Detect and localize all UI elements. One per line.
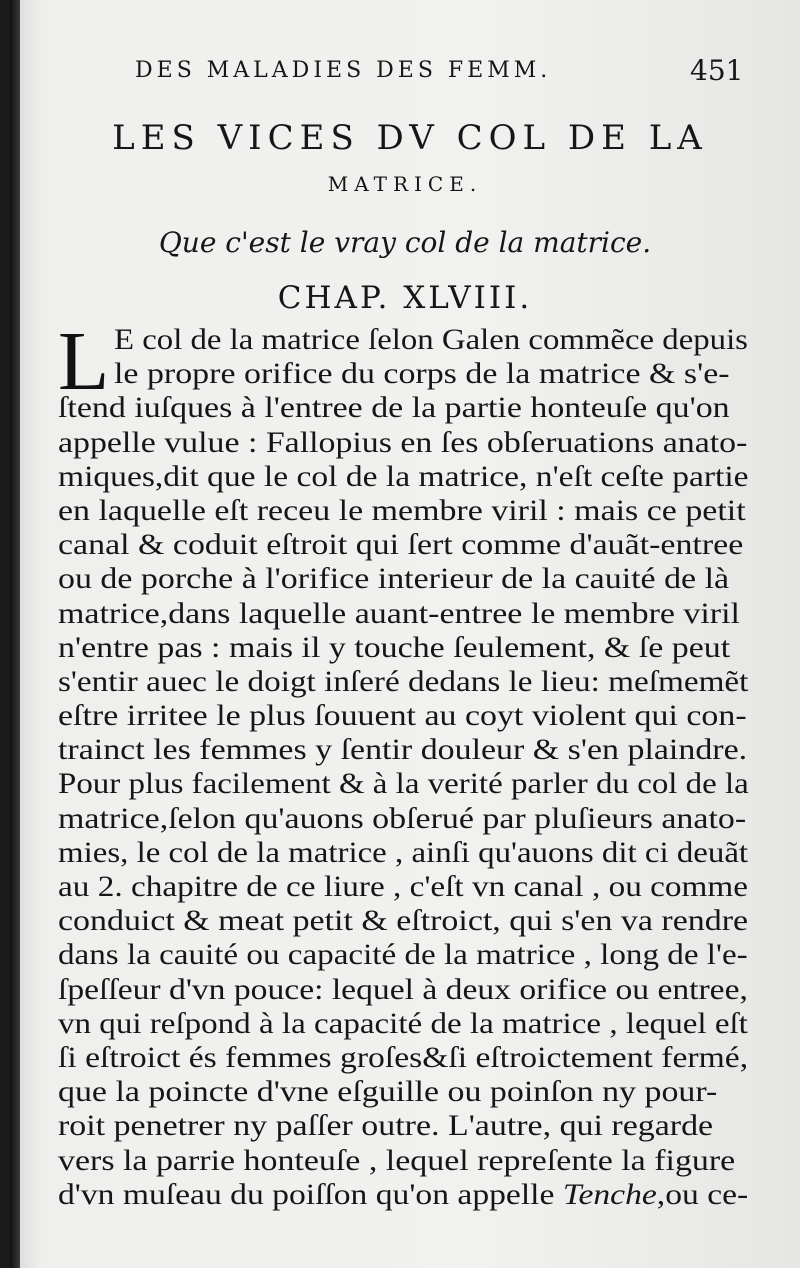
text-line: matrice,ſelon qu'auons obſerué par pluſieurs anato- bbox=[58, 802, 747, 835]
text-line: matrice,dans laquelle auant-entree le membre viril bbox=[58, 597, 740, 630]
text-line: d'vn muſeau du poiſſon qu'on appelle Tenche,ou ce- bbox=[58, 1178, 749, 1211]
chapter-title-line-2: MATRICE. bbox=[327, 172, 483, 196]
page-number: 451 bbox=[690, 54, 744, 87]
text-line: n'entre pas : mais il y touche ſeulement, & ſe peut bbox=[58, 631, 731, 664]
drop-cap: L bbox=[58, 315, 110, 408]
text-line: eſtre irritee le plus ſouuent au coyt violent qui con- bbox=[58, 700, 747, 733]
text-line: Pour plus facilement & à la verité parler du col de la bbox=[58, 768, 749, 801]
text-line: ou de porche à l'orifice interieur de la cauité de là bbox=[58, 563, 730, 596]
chapter-number: CHAP. XLVIII. bbox=[277, 280, 533, 316]
text-line: trainct les femmes y ſentir douleur & s'en plaindre. bbox=[58, 734, 748, 767]
text-line: canal & coduit eſtroit qui ſert comme d'auãt-entree bbox=[58, 529, 744, 562]
text-line: roit penetrer ny paſſer outre. L'autre, qui regarde bbox=[58, 1110, 714, 1143]
book-page bbox=[10, 0, 800, 1268]
text-line: miques,dit que le col de la matrice, n'eſt ceſte partie bbox=[58, 460, 749, 493]
text-line: conduict & meat petit & eſtroict, qui s'en va rendre bbox=[58, 905, 749, 938]
text-line: vers la parrie honteuſe , lequel repreſente la figure bbox=[58, 1144, 736, 1177]
text-line: mies, le col de la matrice , ainſi qu'auons dit ci deuãt bbox=[58, 836, 749, 869]
text-line: ſpeſſeur d'vn pouce: lequel à deux orifice ou entree, bbox=[58, 973, 748, 1006]
text-line: ſi eſtroict és femmes groſes&ſi eſtroictement fermé, bbox=[58, 1041, 749, 1074]
text-line: vn qui reſpond à la capacité de la matrice , lequel eſt bbox=[58, 1007, 748, 1040]
text-line: ſtend iuſques à l'entree de la partie honteuſe qu'on bbox=[58, 392, 730, 425]
chapter-title-line-1: LES VICES DV COL DE LA bbox=[112, 118, 708, 158]
body-text bbox=[58, 315, 749, 1212]
italic-word: Tenche bbox=[562, 1178, 657, 1211]
text-line: en laquelle eſt receu le membre viril : mais ce petit bbox=[58, 494, 746, 527]
text-line: s'entir auec le doigt inſeré dedans le lieu: meſmemẽt bbox=[58, 665, 749, 698]
text-line: appelle vulue : Fallopius en ſes obſeruations anato- bbox=[58, 426, 748, 459]
text-line: E col de la matrice ſelon Galen commẽce depuis bbox=[114, 324, 748, 356]
text-line: le propre orifice du corps de la matrice & s'e- bbox=[114, 358, 730, 391]
text-line: dans la cauité ou capacité de la matrice , long de l'e- bbox=[58, 939, 748, 972]
text-line: au 2. chapitre de ce liure , c'eſt vn canal , ou comme bbox=[58, 871, 749, 903]
chapter-subtitle: Que c'est le vray col de la matrice. bbox=[158, 226, 652, 259]
running-head: DES MALADIES DES FEMM. bbox=[135, 58, 552, 83]
text-line: que la poincte d'vne eſguille ou poinſon ny pour- bbox=[58, 1076, 718, 1109]
